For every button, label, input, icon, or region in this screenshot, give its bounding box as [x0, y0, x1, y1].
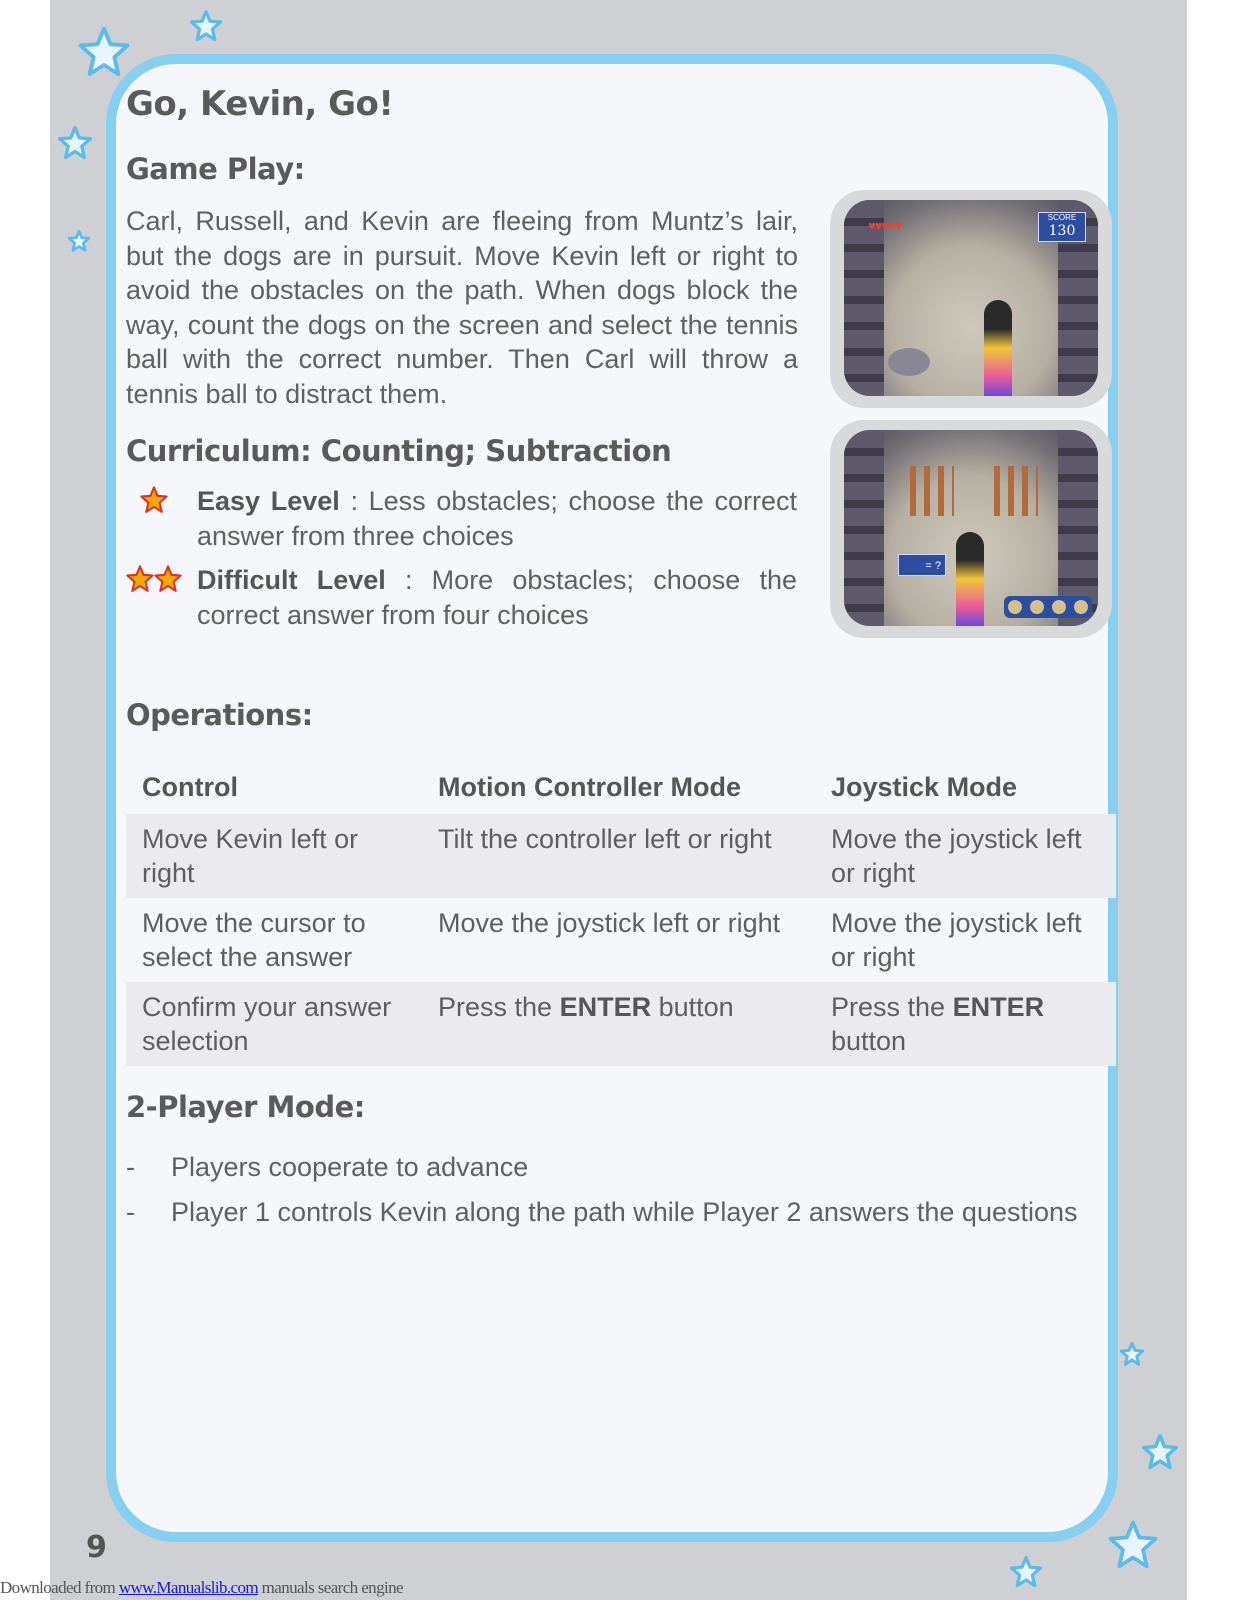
star-icon: [78, 26, 130, 78]
difficult-level-text: : More obstacles; choose the correct answer from four choices: [197, 565, 798, 630]
column-header: Joystick Mode: [831, 772, 1018, 802]
operations-heading: Operations:: [126, 698, 313, 732]
star-icon: [1108, 1520, 1158, 1570]
joystick-cell: Move the joystick left or right: [831, 908, 1082, 972]
joystick-text: Press the: [831, 992, 953, 1022]
star-icon: [1142, 1434, 1178, 1470]
game-play-text: Carl, Russell, and Kevin are fleeing from Muntz’s lair, but the dogs are in pursuit. Move Kevin left or right to avoid the obstacles on the path. When dogs block the way, count the dogs on the screen and select the tennis ball with the correct number. Then Carl will throw a tennis ball to distract them.: [126, 206, 798, 409]
dog-pack-right: [994, 466, 1038, 516]
easy-level-item: [197, 484, 797, 553]
rating-star-icon: [154, 565, 182, 593]
score-label: SCORE: [1047, 213, 1077, 222]
list-item: - Players cooperate to advance: [126, 1152, 529, 1182]
list-item: - Player 1 controls Kevin along the path while Player 2 answers the questions: [126, 1196, 1078, 1227]
column-header: Motion Controller Mode: [438, 772, 741, 802]
column-header: Control: [142, 772, 238, 802]
tennis-ball-choice: [1074, 600, 1088, 614]
footer: Downloaded from www.Manualslib.com manuals search engine: [0, 1578, 403, 1597]
star-icon: [1010, 1556, 1042, 1588]
score-box: [1038, 212, 1086, 242]
game-screenshot-1: [830, 190, 1112, 408]
star-icon: [1120, 1342, 1144, 1366]
cave-dogs-scene: [844, 430, 1098, 626]
page-title: Go, Kevin, Go!: [126, 84, 394, 124]
two-player-heading: 2-Player Mode:: [126, 1090, 365, 1124]
answer-balls: [1004, 596, 1092, 618]
cave-path-scene: [844, 200, 1098, 396]
enter-label: ENTER: [952, 992, 1045, 1022]
motion-cell: [422, 982, 815, 1066]
curriculum-heading: Curriculum: Counting; Subtraction: [126, 434, 672, 468]
motion-text: Press the: [438, 992, 560, 1022]
operations-table: [126, 764, 1116, 1066]
star-icon: [190, 10, 222, 42]
control-cell: Confirm your answer selection: [126, 982, 422, 1066]
tennis-ball-choice: [1008, 600, 1022, 614]
rating-star-icon: [140, 486, 168, 514]
equation-box: = ?: [898, 554, 946, 576]
easy-level-label: Easy Level: [197, 486, 340, 516]
table-row: [126, 982, 1116, 1066]
game-play-heading: Game Play:: [126, 152, 305, 186]
tennis-ball-choice: [1030, 600, 1044, 614]
table-header-row: [126, 764, 1116, 814]
difficult-level-stars: [126, 565, 154, 598]
page-number: 9: [86, 1530, 107, 1565]
rating-star-icon: [126, 565, 154, 593]
motion-text: button: [651, 992, 734, 1022]
dog-pack-left: [910, 466, 954, 516]
hearts-icon: ♥♥♥♥♥: [868, 218, 902, 233]
enter-label: ENTER: [559, 992, 652, 1022]
easy-level-stars: [140, 486, 168, 519]
manualslib-link[interactable]: www.Manualslib.com: [118, 1578, 259, 1597]
score-value: 130: [1048, 223, 1076, 239]
joystick-cell: [815, 982, 1116, 1066]
difficult-level-item: [197, 563, 797, 632]
kevin-bird: [984, 300, 1012, 396]
table-row: [126, 814, 1116, 898]
table-row: [126, 898, 1116, 982]
control-cell: Move Kevin left or right: [126, 814, 422, 898]
control-cell: Move the cursor to select the answer: [142, 908, 366, 972]
star-icon: [68, 230, 90, 252]
joystick-text: button: [831, 1026, 907, 1056]
rock-obstacle: [888, 348, 930, 376]
game-screenshot-2: [830, 420, 1112, 638]
tennis-ball-choice: [1052, 600, 1066, 614]
two-player-list: [126, 1150, 1116, 1239]
star-icon: [58, 126, 92, 160]
joystick-cell: Move the joystick left or right: [815, 814, 1116, 898]
difficult-level-label: Difficult Level: [197, 565, 386, 595]
easy-level-text: : Less obstacles; choose the correct answer from three choices: [197, 486, 797, 551]
motion-cell: Tilt the controller left or right: [422, 814, 815, 898]
kevin-bird: [956, 532, 984, 626]
motion-cell: Move the joystick left or right: [438, 908, 781, 938]
